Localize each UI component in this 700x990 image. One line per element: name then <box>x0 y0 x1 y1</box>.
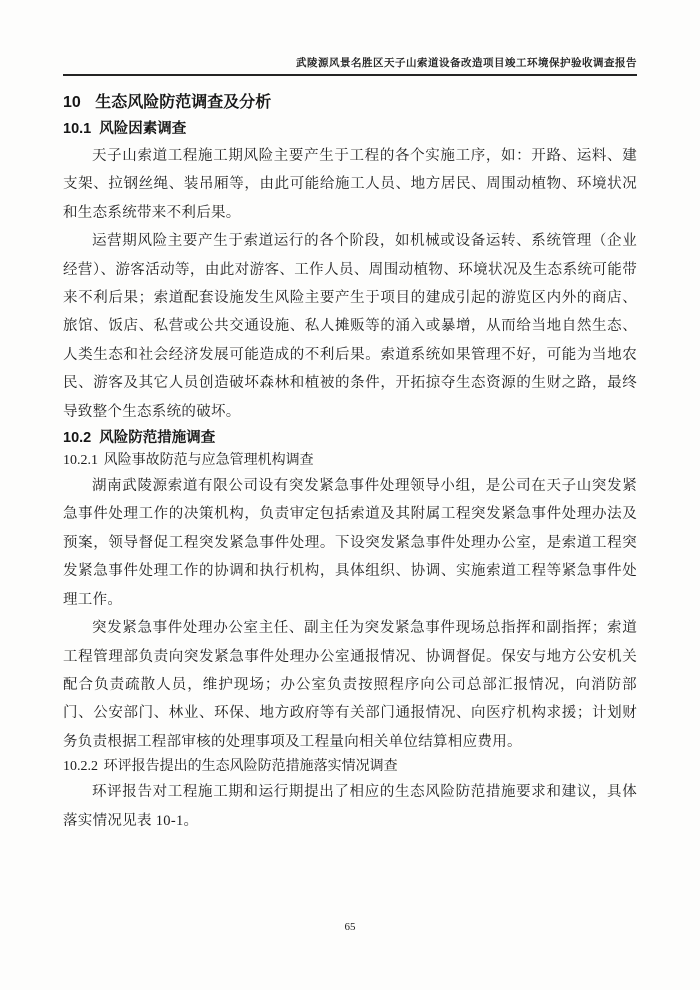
section-number: 10.2 <box>63 430 92 447</box>
chapter-heading <box>63 90 637 116</box>
section-heading-10-2 <box>63 426 637 450</box>
paragraph-emergency-org: 湖南武陵源索道有限公司设有突发紧急事件处理领导小组，是公司在天子山突发紧急事件处理工作的决策机构，负责审定包括索道及其附属工程突发紧急事件处理办法及预案，领导督促工程突发紧急事件处理。下设突发紧急事件处理办公室，是索道工程突发紧急事件处理工作的协调和执行机构，具体组织、协调、实施索道工程等紧急事件处理工作。 <box>63 478 637 608</box>
section-title: 风险防范措施调查 <box>99 430 216 447</box>
section-title: 风险因素调查 <box>99 121 187 137</box>
section-number: 10.1 <box>63 121 92 137</box>
paragraph-construction-risk: 天子山索道工程施工期风险主要产生于工程的各个实施工序，如：开路、运料、建支架、拉钢丝绳、装吊厢等，由此可能给施工人员、地方居民、周围动植物、环境状况和生态系统带来不利后果。 <box>63 148 637 221</box>
subsection-number: 10.2.1 <box>63 453 98 469</box>
subsection-heading-10-2-1 <box>63 450 637 472</box>
paragraph-eia-measures: 环评报告对工程施工期和运行期提出了相应的生态风险防范措施要求和建议，具体落实情况见表 10-1。 <box>63 784 637 829</box>
paragraph-operation-risk: 运营期风险主要产生于索道运行的各个阶段，如机械或设备运转、系统管理（企业经营）、游客活动等，由此对游客、工作人员、周围动植物、环境状况及生态系统可能带来不利后果；索道配套设施发生风险主要产生于项目的建成引起的游览区内外的商店、旅馆、饭店、私营或公共交通设施、私人摊贩等的涌入或暴增，从而给当地自然生态、人类生态和社会经济发展可能造成的不利后果。索道系统如果管理不好，可能为当地农民、游客及其它人员创造破坏森林和植被的条件，开拓掠夺生态资源的生财之路，最终导致整个生态系统的破坏。 <box>63 233 637 420</box>
paragraph-emergency-duties: 突发紧急事件处理办公室主任、副主任为突发紧急事件现场总指挥和副指挥；索道工程管理部负责向突发紧急事件处理办公室通报情况、协调督促。保安与地方公安机关配合负责疏散人员，维护现场；办公室负责按照程序向公司总部汇报情况，向消防部门、公安部门、林业、环保、地方政府等有关部门通报情况、向医疗机构求援；计划财务负责根据工程部审核的处理事项及工程量向相关单位结算相应费用。 <box>63 620 637 750</box>
subsection-heading-10-2-2 <box>63 756 637 778</box>
subsection-title: 风险事故防范与应急管理机构调查 <box>103 453 314 469</box>
section-heading-10-1 <box>63 116 637 142</box>
page-number: 65 <box>344 921 356 933</box>
chapter-title: 生态风险防范调查及分析 <box>95 94 272 111</box>
subsection-number: 10.2.2 <box>63 759 98 775</box>
subsection-title: 环评报告提出的生态风险防范措施落实情况调查 <box>103 759 398 775</box>
page-header-title: 武陵源风景名胜区天子山索道设备改造项目竣工环境保护验收调查报告 <box>296 58 637 69</box>
header-rule <box>63 74 637 76</box>
chapter-number: 10 <box>63 94 81 111</box>
document-body <box>63 90 637 835</box>
